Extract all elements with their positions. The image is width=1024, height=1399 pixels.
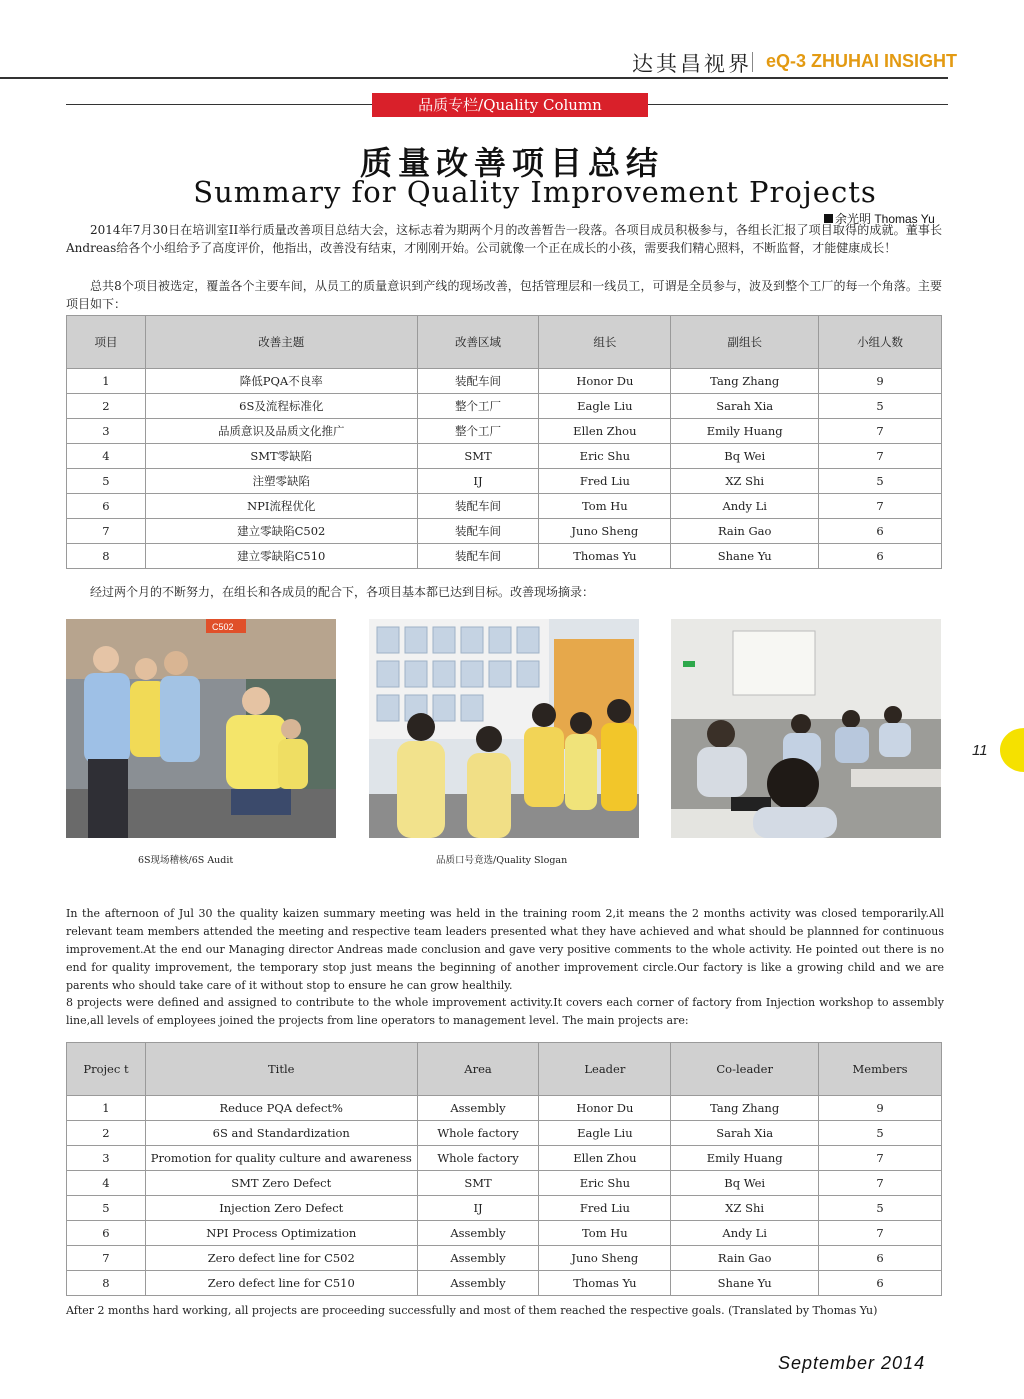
table-cell: Shane Yu <box>671 1271 819 1296</box>
table-cell: 6 <box>819 519 942 544</box>
table-cell: 7 <box>819 1171 942 1196</box>
table-cell: 9 <box>819 1096 942 1121</box>
table-cell: Eric Shu <box>539 1171 671 1196</box>
table-cell: 品质意识及品质文化推广 <box>145 419 417 444</box>
table-cell: IJ <box>417 469 539 494</box>
table-cell: 6 <box>819 544 942 569</box>
column-header: 组长 <box>539 316 671 369</box>
table-cell: 注塑零缺陷 <box>145 469 417 494</box>
table-row <box>67 1096 942 1121</box>
table-cell: Whole factory <box>417 1121 539 1146</box>
table-row <box>67 544 942 569</box>
table-cell: Assembly <box>417 1221 539 1246</box>
table-cell: 8 <box>67 544 146 569</box>
table-cell: Bq Wei <box>671 444 819 469</box>
table-cell: 7 <box>819 444 942 469</box>
table-cell: Tom Hu <box>539 1221 671 1246</box>
table-row <box>67 1121 942 1146</box>
table-cell: Honor Du <box>539 369 671 394</box>
table-cell: Emily Huang <box>671 419 819 444</box>
table-row <box>67 394 942 419</box>
table-cell: Assembly <box>417 1096 539 1121</box>
table-cell: Tom Hu <box>539 494 671 519</box>
table-row <box>67 444 942 469</box>
table-cell: 装配车间 <box>417 494 539 519</box>
table-cell: 建立零缺陷C510 <box>145 544 417 569</box>
table-cell: XZ Shi <box>671 1196 819 1221</box>
column-header: 改善区域 <box>417 316 539 369</box>
table-row <box>67 1171 942 1196</box>
table-cell: 5 <box>67 1196 146 1221</box>
projects-table-cn <box>66 315 942 569</box>
table-cell: 6 <box>67 494 146 519</box>
body-paragraph-en-2: 8 projects were defined and assigned to contribute to the whole improvement activity.It covers each corner of factory from Injection workshop to assembly line,all levels of employees joined the projects from line operators to management level. The main projects are: <box>66 996 944 1027</box>
table-cell: 6 <box>819 1271 942 1296</box>
table-cell: XZ Shi <box>671 469 819 494</box>
table-cell: Juno Sheng <box>539 519 671 544</box>
table-cell: 5 <box>819 1196 942 1221</box>
table-cell: 建立零缺陷C502 <box>145 519 417 544</box>
table-cell: 装配车间 <box>417 369 539 394</box>
table-cell: Emily Huang <box>671 1146 819 1171</box>
table-cell: 5 <box>819 394 942 419</box>
issue-date: September 2014 <box>778 1353 926 1373</box>
intro-paragraph-cn-1: 2014年7月30日在培训室II举行质量改善项目总结大会，这标志着为期两个月的改善暂告一段落。各项目成员积极参与，各组长汇报了项目取得的成就。董事长Andreas给各个小组给予了高度评价，他指出，改善没有结束，才刚刚开始。公司就像一个正在成长的小孩，需要我们精心照料，不断监督，才能健康成长！ <box>66 223 942 255</box>
table-cell: 6S及流程标准化 <box>145 394 417 419</box>
table-cell: IJ <box>417 1196 539 1221</box>
column-header: 项目 <box>67 316 146 369</box>
table-cell: Rain Gao <box>671 1246 819 1271</box>
mid-paragraph-cn: 经过两个月的不断努力，在组长和各成员的配合下，各项目基本都已达到目标。改善现场摘录： <box>90 585 595 599</box>
table-cell: Ellen Zhou <box>539 419 671 444</box>
intro-paragraph-cn-2: 总共8个项目被选定，覆盖各个主要车间，从员工的质量意识到产线的现场改善，包括管理层和一线员工，可谓是全员参与，波及到整个工厂的每一个角落。主要项目如下： <box>66 279 942 311</box>
page-number: 11 <box>972 742 988 759</box>
table-cell: 4 <box>67 1171 146 1196</box>
table-cell: Shane Yu <box>671 544 819 569</box>
table-cell: 8 <box>67 1271 146 1296</box>
table-cell: 7 <box>819 419 942 444</box>
table-cell: Injection Zero Defect <box>145 1196 417 1221</box>
table-row <box>67 519 942 544</box>
table-header-row <box>67 1043 942 1096</box>
table-cell: 1 <box>67 369 146 394</box>
column-header: Leader <box>539 1043 671 1096</box>
caption-6s-audit: 6S现场稽核/6S Audit <box>138 855 234 866</box>
column-header: 副组长 <box>671 316 819 369</box>
table-cell: Tang Zhang <box>671 369 819 394</box>
page-tab-marker <box>1000 728 1024 772</box>
table-cell: SMT <box>417 444 539 469</box>
header-rule <box>0 77 948 79</box>
caption-quality-slogan: 品质口号竟选/Quality Slogan <box>436 855 568 866</box>
table-cell: Thomas Yu <box>539 1271 671 1296</box>
table-cell: 7 <box>67 519 146 544</box>
author-name: 余光明 Thomas Yu <box>835 212 935 226</box>
table-cell: 2 <box>67 394 146 419</box>
table-cell: 5 <box>819 1121 942 1146</box>
table-cell: Eagle Liu <box>539 394 671 419</box>
table-cell: SMT <box>417 1171 539 1196</box>
column-label: 品质专栏/Quality Column <box>372 93 648 117</box>
table-cell: 2 <box>67 1121 146 1146</box>
table-cell: 9 <box>819 369 942 394</box>
table-cell: 5 <box>819 469 942 494</box>
table-cell: 1 <box>67 1096 146 1121</box>
table-cell: Juno Sheng <box>539 1246 671 1271</box>
table-cell: Zero defect line for C502 <box>145 1246 417 1271</box>
table-cell: Rain Gao <box>671 519 819 544</box>
column-header: 小组人数 <box>819 316 942 369</box>
table-row <box>67 469 942 494</box>
table-cell: Sarah Xia <box>671 394 819 419</box>
table-cell: Eagle Liu <box>539 1121 671 1146</box>
table-row <box>67 1196 942 1221</box>
column-header: Projec t <box>67 1043 146 1096</box>
table-cell: Tang Zhang <box>671 1096 819 1121</box>
table-cell: 7 <box>819 1146 942 1171</box>
table-cell: 6 <box>67 1221 146 1246</box>
table-cell: 降低PQA不良率 <box>145 369 417 394</box>
table-row <box>67 1271 942 1296</box>
table-header-row <box>67 316 942 369</box>
factory-sign-text: C502 <box>212 622 234 632</box>
table-cell: Honor Du <box>539 1096 671 1121</box>
table-cell: SMT Zero Defect <box>145 1171 417 1196</box>
table-cell: Promotion for quality culture and awareness <box>145 1146 417 1171</box>
table-row <box>67 494 942 519</box>
table-cell: 7 <box>819 1221 942 1246</box>
table-cell: Zero defect line for C510 <box>145 1271 417 1296</box>
magazine-title-en: eQ-3 ZHUHAI INSIGHT <box>766 51 958 71</box>
table-cell: Assembly <box>417 1271 539 1296</box>
table-cell: Reduce PQA defect% <box>145 1096 417 1121</box>
column-header: Members <box>819 1043 942 1096</box>
table-cell: Andy Li <box>671 1221 819 1246</box>
table-cell: 装配车间 <box>417 519 539 544</box>
table-cell: 5 <box>67 469 146 494</box>
column-header: Area <box>417 1043 539 1096</box>
body-paragraph-en-1: In the afternoon of Jul 30 the quality kaizen summary meeting was held in the training room 2,it means the 2 months activity was closed temporarily.All relevant team members attended the meeting and respective team leaders presented what they have achieved and what should be plannned for continuous improvement.At the end our Managing director Andreas made conclusion and gave very positive comments to the whole activity. He pointed out there is no end for quality improvement, the temporary stop just means the beginning of another improvement circle.Our factory is like a growing child and we are parents who should take care of it without stop to ensure he can grow healthily. <box>66 907 944 992</box>
table-cell: 4 <box>67 444 146 469</box>
table-cell: Eric Shu <box>539 444 671 469</box>
table-cell: 6 <box>819 1246 942 1271</box>
table-row <box>67 1146 942 1171</box>
projects-table-en <box>66 1042 942 1296</box>
article-title-cn: 质量改善项目总结 <box>359 144 664 182</box>
column-header: Title <box>145 1043 417 1096</box>
table-cell: Thomas Yu <box>539 544 671 569</box>
table-cell: Sarah Xia <box>671 1121 819 1146</box>
header-separator <box>752 52 753 72</box>
table-row <box>67 419 942 444</box>
table-cell: 整个工厂 <box>417 419 539 444</box>
table-cell: 3 <box>67 419 146 444</box>
table-cell: NPI流程优化 <box>145 494 417 519</box>
table-cell: Andy Li <box>671 494 819 519</box>
magazine-title-cn: 达其昌视界 <box>632 52 752 76</box>
table-cell: 整个工厂 <box>417 394 539 419</box>
table-cell: Ellen Zhou <box>539 1146 671 1171</box>
table-row <box>67 1221 942 1246</box>
footnote-en: After 2 months hard working, all projects are proceeding successfully and most of them reached the respective goals. (Translated by Thomas Yu) <box>66 1304 878 1317</box>
column-header: 改善主题 <box>145 316 417 369</box>
table-cell: NPI Process Optimization <box>145 1221 417 1246</box>
column-header: Co-leader <box>671 1043 819 1096</box>
article-title-en: Summary for Quality Improvement Projects <box>193 175 877 209</box>
table-cell: 6S and Standardization <box>145 1121 417 1146</box>
photo-summary-meeting <box>671 619 941 838</box>
table-row <box>67 369 942 394</box>
table-row <box>67 1246 942 1271</box>
table-cell: Whole factory <box>417 1146 539 1171</box>
table-cell: 7 <box>67 1246 146 1271</box>
photo-quality-slogan <box>369 619 639 838</box>
table-cell: 7 <box>819 494 942 519</box>
table-cell: 3 <box>67 1146 146 1171</box>
table-cell: SMT零缺陷 <box>145 444 417 469</box>
table-cell: 装配车间 <box>417 544 539 569</box>
table-cell: Assembly <box>417 1246 539 1271</box>
photo-6s-audit <box>66 619 336 838</box>
table-cell: Fred Liu <box>539 1196 671 1221</box>
table-cell: Bq Wei <box>671 1171 819 1196</box>
table-cell: Fred Liu <box>539 469 671 494</box>
